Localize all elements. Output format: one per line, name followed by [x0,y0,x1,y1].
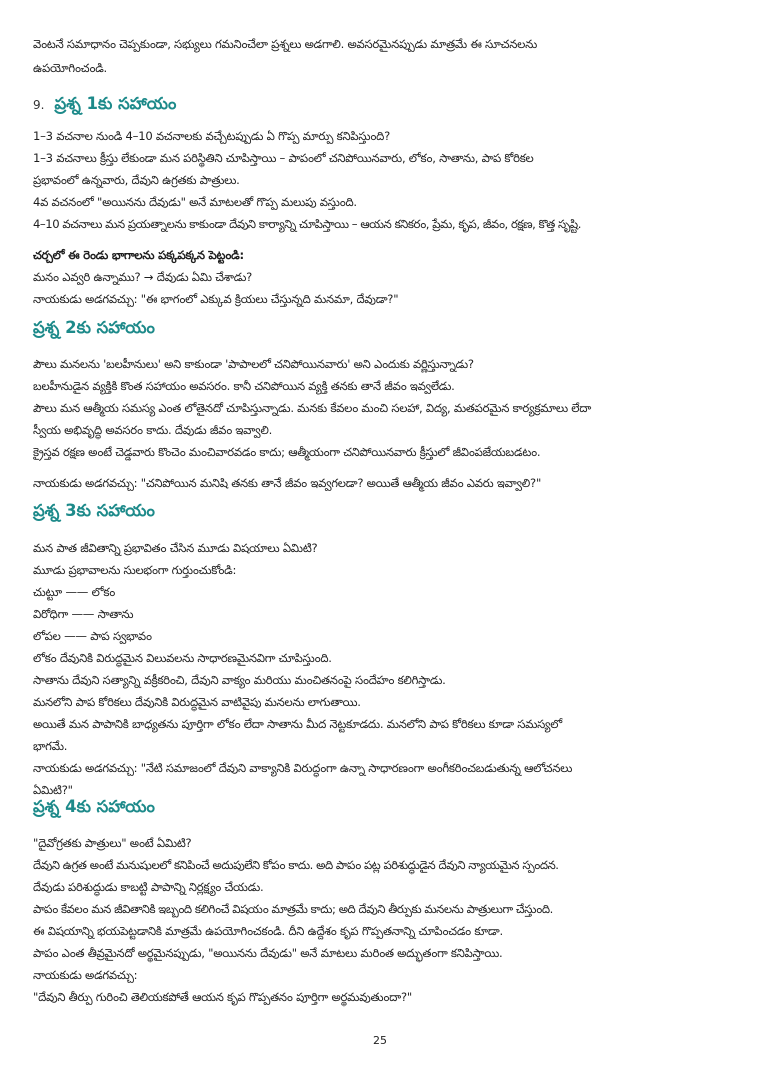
intro-line: వెంటనే సమాధానం చెప్పకుండా, సభ్యులు గమనించేలా ప్రశ్నలు అడగాలి. అవసరమైనప్పుడు మాత్రమే ఈ సూచనలను [33,37,537,51]
leader-question: "దేవుని తీర్పు గురించి తెలియకపోతే ఆయన కృప గొప్పతనం పూర్తిగా అర్థమవుతుందా?" [33,990,412,1004]
section-heading-q1 [33,93,176,116]
page-number: 25 [373,1034,387,1047]
section-heading-q2: ప్రశ్న 2కు సహాయం [33,318,155,337]
leader-question: నాయకుడు అడగవచ్చు: "నేటి సమాజంలో దేవుని వాక్యానికి విరుద్ధంగా ఉన్నా సాధారణంగా అంగీకరించబడుతున్న ఆలోచనలు [33,761,573,775]
paragraph-line: 1–3 వచనాల నుండి 4–10 వచనాలకు వచ్చేటప్పుడు ఏ గొప్ప మార్పు కనిపిస్తుంది? [33,129,390,143]
paragraph-line: 4–10 వచనాలు మన ప్రయత్నాలను కాకుండా దేవుని కార్యాన్ని చూపిస్తాయి – ఆయన కనికరం, ప్రేమ, కృప, జీవం, రక్షణ, కొత్త సృష్టి. [33,217,581,231]
paragraph-line: 1–3 వచనాలు క్రీస్తు లేకుండా మన పరిస్థితిని చూపిస్తాయి – పాపంలో చనిపోయినవారు, లోకం, సాతాను, పాప కోరికల [33,151,534,165]
paragraph-line: ఈ విషయాన్ని భయపెట్టడానికి మాత్రమే ఉపయోగించకండి. దీని ఉద్దేశం కృప గొప్పతనాన్ని చూపించడం కూడా. [33,924,503,938]
leader-question: నాయకుడు అడగవచ్చు: "ఈ భాగంలో ఎక్కువ క్రియలు చేస్తున్నది మనమా, దేవుడా?" [33,292,399,306]
intro-line: ఉపయోగించండి. [33,61,107,75]
paragraph-line: దేవుడు పరిశుద్ధుడు కాబట్టి పాపాన్ని నిర్లక్ష్యం చేయడు. [33,880,264,894]
section-number: 9. [33,98,45,112]
paragraph-line: మనలోని పాప కోరికలు దేవునికి విరుద్ధమైన వాటివైపు మనలను లాగుతాయి. [33,695,361,709]
section-title: ప్రశ్న 1కు సహాయం [54,94,177,113]
section-heading-q4: ప్రశ్న 4కు సహాయం [33,797,155,816]
paragraph-line: పౌలు మనలను 'బలహీనులు' అని కాకుండా 'పాపాలలో చనిపోయినవారు' అని ఎందుకు వర్ణిస్తున్నాడు? [33,357,474,371]
leader-question: ఏమిటి?" [33,783,73,797]
paragraph-line: సాతాను దేవుని సత్యాన్ని వక్రీకరించి, దేవుని వాక్యం మరియు మంచితనంపై సందేహం కలిగిస్తాడు. [33,673,446,687]
paragraph-line: బలహీనుడైన వ్యక్తికి కొంత సహాయం అవసరం. కానీ చనిపోయిన వ్యక్తి తనకు తానే జీవం ఇవ్వలేడు. [33,379,455,393]
paragraph-line: లోకం దేవునికి విరుద్ధమైన విలువలను సాధారణమైనవిగా చూపిస్తుంది. [33,651,332,665]
bold-instruction: చర్చలో ఈ రెండు భాగాలను పక్కపక్కన పెట్టండి: [33,248,244,262]
paragraph-line: పౌలు మన ఆత్మీయ సమస్య ఎంత లోతైనదో చూపిస్తున్నాడు. మనకు కేవలం మంచి సలహా, విద్య, మతపరమైన కార్యక్రమాలు లేదా [33,401,592,415]
paragraph-line: పాపం కేవలం మన జీవితానికి ఇబ్బంది కలిగించే విషయం మాత్రమే కాదు; అది దేవుని తీర్పుకు మనలను పాత్రులుగా చేస్తుంది. [33,902,553,916]
leader-question: నాయకుడు అడగవచ్చు: "చనిపోయిన మనిషి తనకు తానే జీవం ఇవ్వగలడా? అయితే ఆత్మీయ జీవం ఎవరు ఇవ్వాలి?" [33,476,542,490]
list-item: చుట్టూ —— లోకం [33,585,115,599]
list-item: లోపల —— పాప స్వభావం [33,629,152,643]
paragraph-line: 4వ వచనంలో "అయినను దేవుడు" అనే మాటలతో గొప్ప మలుపు వస్తుంది. [33,195,357,209]
paragraph-line: భాగమే. [33,739,68,753]
paragraph-line: పాపం ఎంత తీవ్రమైనదో అర్థమైనప్పుడు, "అయినను దేవుడు" అనే మాటలు మరింత అద్భుతంగా కనిపిస్తాయి. [33,946,503,960]
leader-question: నాయకుడు అడగవచ్చు: [33,968,138,982]
paragraph-line: స్వీయ అభివృద్ధి అవసరం కాదు. దేవుడు జీవం ఇవ్వాలి. [33,423,273,437]
paragraph-line: "దైవోగ్రతకు పాత్రులు" అంటే ఏమిటి? [33,836,192,850]
paragraph-line: మనం ఎవ్వరి ఉన్నాము? → దేవుడు ఏమి చేశాడు? [33,270,253,284]
section-heading-q3: ప్రశ్న 3కు సహాయం [33,501,155,520]
paragraph-line: క్రైస్తవ రక్షణ అంటే చెడ్డవారు కొంచెం మంచివారవడం కాదు; ఆత్మీయంగా చనిపోయినవారు క్రీస్తులో జీవింపజేయబడటం. [33,445,541,459]
paragraph-line: అయితే మన పాపానికి బాధ్యతను పూర్తిగా లోకం లేదా సాతాను మీద నెట్టకూడదు. మనలోని పాప కోరికలు కూడా సమస్యలో [33,717,562,731]
list-item: విరోధిగా —— సాతాను [33,607,134,621]
paragraph-line: మన పాత జీవితాన్ని ప్రభావితం చేసిన మూడు విషయాలు ఏమిటి? [33,541,318,555]
paragraph-line: దేవుని ఉగ్రత అంటే మనుషులలో కనిపించే అదుపులేని కోపం కాదు. అది పాపం పట్ల పరిశుద్ధుడైన దేవుని న్యాయమైన స్పందన. [33,858,559,872]
paragraph-line: ప్రభావంలో ఉన్నవారు, దేవుని ఉగ్రతకు పాత్రులు. [33,173,240,187]
paragraph-line: మూడు ప్రభావాలను సులభంగా గుర్తుంచుకోండి: [33,563,237,577]
